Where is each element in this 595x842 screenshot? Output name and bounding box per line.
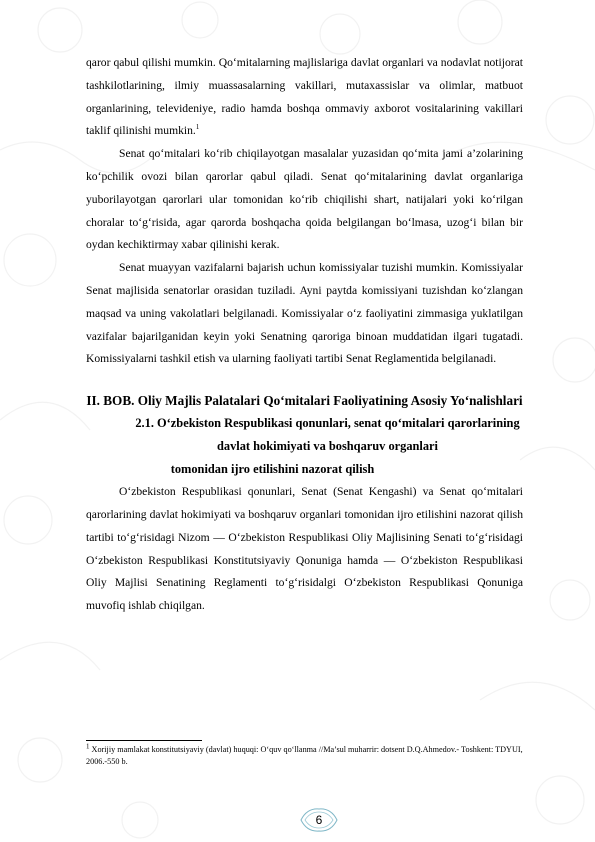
paragraph-1 (86, 52, 523, 143)
chapter-heading: II. BOB. Oliy Majlis Palatalari Qo‘mitalari Faoliyatining Asosiy Yo‘nalishlari (86, 393, 523, 409)
page-number: 6 (315, 813, 323, 827)
page-content (86, 52, 523, 618)
paragraph-3: Senat muayyan vazifalarni bajarish uchun komissiyalar tuzishi mumkin. Komissiyalar Senat majlisida senatorlar orasidan tuziladi. Ayni paytda komissiyani tuzishdan ko‘zlangan maqsad va uning vakolatlari belgilanadi. Komissiyalar o‘z faoliyatini zimmasiga yuklatilgan vazifalar bajarilganidan keyin yoki Senatning qaroriga binoan muddatidan ilgari tugatadi. Komissiyalarni tashkil etish va ularning faoliyati tartibi Senat Reglamentida belgilanadi. (86, 261, 523, 366)
footnote-divider (86, 740, 202, 741)
footnote-number: 1 (86, 742, 90, 751)
footnote-ref[interactable]: 1 (195, 123, 200, 132)
paragraph-2: Senat qo‘mitalari ko‘rib chiqilayotgan masalalar yuzasidan qo‘mita jami a’zolarining ko‘pchilik ovozi bilan qarorlar qabul qiladi. Senat qo‘mitalarining davlat organlariga yuborilayotgan qarorlari ular tomonidan ko‘rib chiqilishi shart, natijalari yoki ko‘rilgan choralar to‘g‘risida, agar qarorda boshqacha qoida belgilangan bo‘lmasa, uzog‘i bilan bir oydan kechiktirmay xabar qilinishi kerak. (86, 147, 523, 252)
section-heading-main: 2.1. O‘zbekiston Respublikasi qonunlari, senat qo‘mitalari qarorlarining davlat hokimiyati va boshqaruv organlari (135, 416, 520, 454)
section-paragraph: O‘zbekiston Respublikasi qonunlari, Senat (Senat Kengashi) va Senat qo‘mitalari qarorlarining davlat hokimiyati va boshqaruv organlari tomonidan ijro etilishini nazorat qilish tartibi to‘g‘risidagi Nizom — O‘zbekiston Respublikasi Oliy Majlisining Senati to‘g‘risidagi O‘zbekiston Respublikasi Konstitutsiyaviy Qonuniga hamda — O‘zbekiston Respublikasi Oliy Majlisi Senatining Reglamenti to‘g‘risidalgi O‘zbekiston Respublikasi Qonuniga muvofiq ishlab chiqilgan. (86, 485, 523, 613)
footnote (86, 744, 526, 768)
paragraph-1-text: qaror qabul qilishi mumkin. Qo‘mitalarning majlislariga davlat organlari va nodavlat notijorat tashkilotlarining, ilmiy muassasalarning vakillari, mutaxassislar va olimlar, matbuot organlarining, televideniye, radio hamda boshqa ommaviy axborot vositalarining vakillari taklif qilinishi mumkin. (86, 56, 523, 138)
page-number-badge (297, 806, 341, 834)
section-heading (86, 412, 523, 481)
footnote-text: Xorijiy mamlakat konstitutsiyaviy (davlat) huquqi: O‘quv qo‘llanma //Ma’sul muharrir: dotsent D.Q.Ahmedov.- Toshkent: TDYUI, 2006.-550 b. (86, 745, 523, 766)
section-heading-last: tomonidan ijro etilishini nazorat qilish (170, 462, 375, 477)
